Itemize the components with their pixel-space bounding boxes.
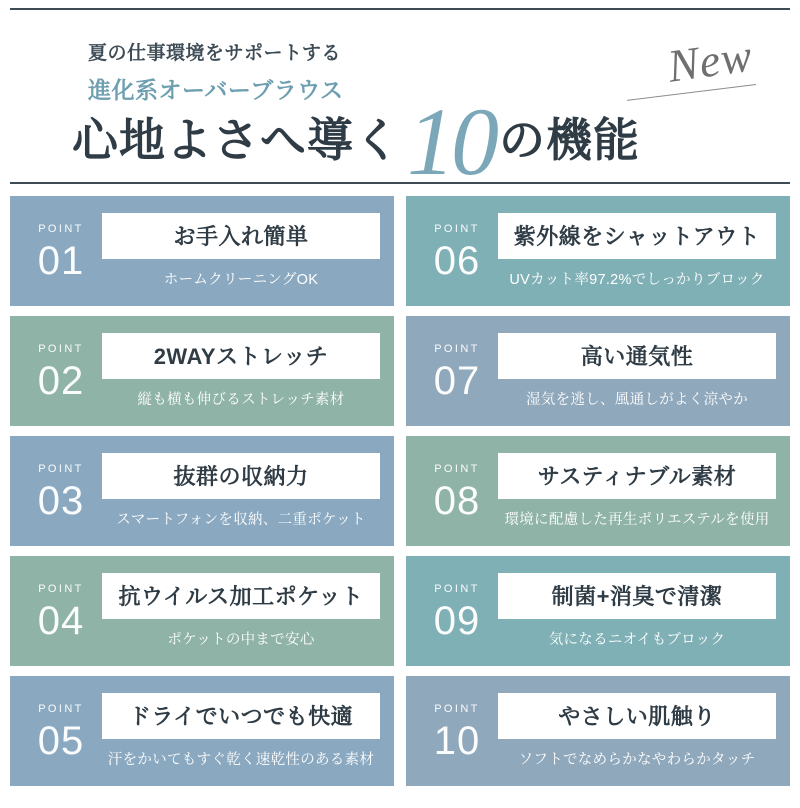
- point-card: [10, 676, 394, 786]
- point-card: [406, 436, 790, 546]
- header-subtitle-line2: 進化系オーバーブラウス: [88, 77, 344, 103]
- point-subtitle: UVカット率97.2%でしっかりブロック: [509, 272, 765, 288]
- point-content: [102, 213, 380, 289]
- point-title: 制菌+消臭で清潔: [498, 573, 776, 619]
- title-number: 10: [407, 88, 495, 195]
- point-marker: [20, 702, 102, 761]
- point-subtitle: スマートフォンを収納、二重ポケット: [116, 512, 366, 528]
- point-label: POINT: [434, 702, 480, 715]
- point-title: 高い通気性: [498, 333, 776, 379]
- title-prefix: 心地よさへ導く: [72, 114, 401, 166]
- promo-page: [0, 8, 800, 808]
- point-number: 09: [433, 598, 481, 643]
- point-card: [406, 196, 790, 306]
- point-label: POINT: [38, 582, 84, 595]
- point-content: [102, 573, 380, 649]
- point-content: [498, 213, 776, 289]
- point-title: 紫外線をシャットアウト: [498, 213, 776, 259]
- point-title: サスティナブル素材: [498, 453, 776, 499]
- header-subtitle-line1: 夏の仕事環境をサポートする: [88, 43, 341, 64]
- point-title: ドライでいつでも快適: [102, 693, 380, 739]
- point-subtitle: ソフトでなめらかなやわらかタッチ: [518, 752, 756, 768]
- point-label: POINT: [38, 342, 84, 355]
- point-marker: [416, 222, 498, 281]
- point-content: [102, 693, 380, 769]
- point-title: 2WAYストレッチ: [102, 333, 380, 379]
- point-label: POINT: [434, 222, 480, 235]
- point-subtitle: 環境に配慮した再生ポリエステルを使用: [504, 512, 770, 528]
- point-subtitle: 汗をかいてもすぐ乾く速乾性のある素材: [107, 752, 375, 768]
- point-card: [406, 316, 790, 426]
- new-badge: New: [664, 29, 756, 92]
- point-content: [102, 453, 380, 529]
- point-label: POINT: [434, 582, 480, 595]
- point-title: やさしい肌触り: [498, 693, 776, 739]
- point-marker: [416, 702, 498, 761]
- point-card: [406, 556, 790, 666]
- point-content: [498, 693, 776, 769]
- point-card: [10, 556, 394, 666]
- point-card: [10, 196, 394, 306]
- point-number: 04: [37, 598, 85, 643]
- point-marker: [20, 222, 102, 281]
- point-number: 10: [433, 718, 481, 763]
- point-title: お手入れ簡単: [102, 213, 380, 259]
- title-suffix: の機能: [499, 114, 640, 166]
- point-number: 07: [433, 358, 481, 403]
- point-title: 抗ウイルス加工ポケット: [102, 573, 380, 619]
- point-subtitle: 気になるニオイもブロック: [548, 632, 726, 648]
- point-marker: [20, 462, 102, 521]
- point-number: 08: [433, 478, 481, 523]
- point-label: POINT: [434, 462, 480, 475]
- point-marker: [20, 342, 102, 401]
- point-label: POINT: [434, 342, 480, 355]
- point-subtitle: 湿気を逃し、風通しがよく涼やか: [526, 392, 748, 408]
- point-subtitle: ホームクリーニングOK: [163, 272, 319, 288]
- point-card: [10, 316, 394, 426]
- point-subtitle: ポケットの中まで安心: [167, 632, 315, 648]
- point-content: [102, 333, 380, 409]
- point-number: 06: [433, 238, 481, 283]
- point-label: POINT: [38, 222, 84, 235]
- point-content: [498, 453, 776, 529]
- point-title: 抜群の収納力: [102, 453, 380, 499]
- point-marker: [20, 582, 102, 641]
- points-grid: [10, 196, 790, 786]
- point-marker: [416, 462, 498, 521]
- point-card: [10, 436, 394, 546]
- point-label: POINT: [38, 702, 84, 715]
- point-subtitle: 縦も横も伸びるストレッチ素材: [137, 392, 345, 408]
- point-number: 02: [37, 358, 85, 403]
- point-content: [498, 333, 776, 409]
- point-content: [498, 573, 776, 649]
- point-label: POINT: [38, 462, 84, 475]
- point-number: 03: [37, 478, 85, 523]
- header-banner: [10, 8, 790, 195]
- point-card: [406, 676, 790, 786]
- point-number: 01: [37, 238, 85, 283]
- point-number: 05: [37, 718, 85, 763]
- point-marker: [416, 342, 498, 401]
- point-marker: [416, 582, 498, 641]
